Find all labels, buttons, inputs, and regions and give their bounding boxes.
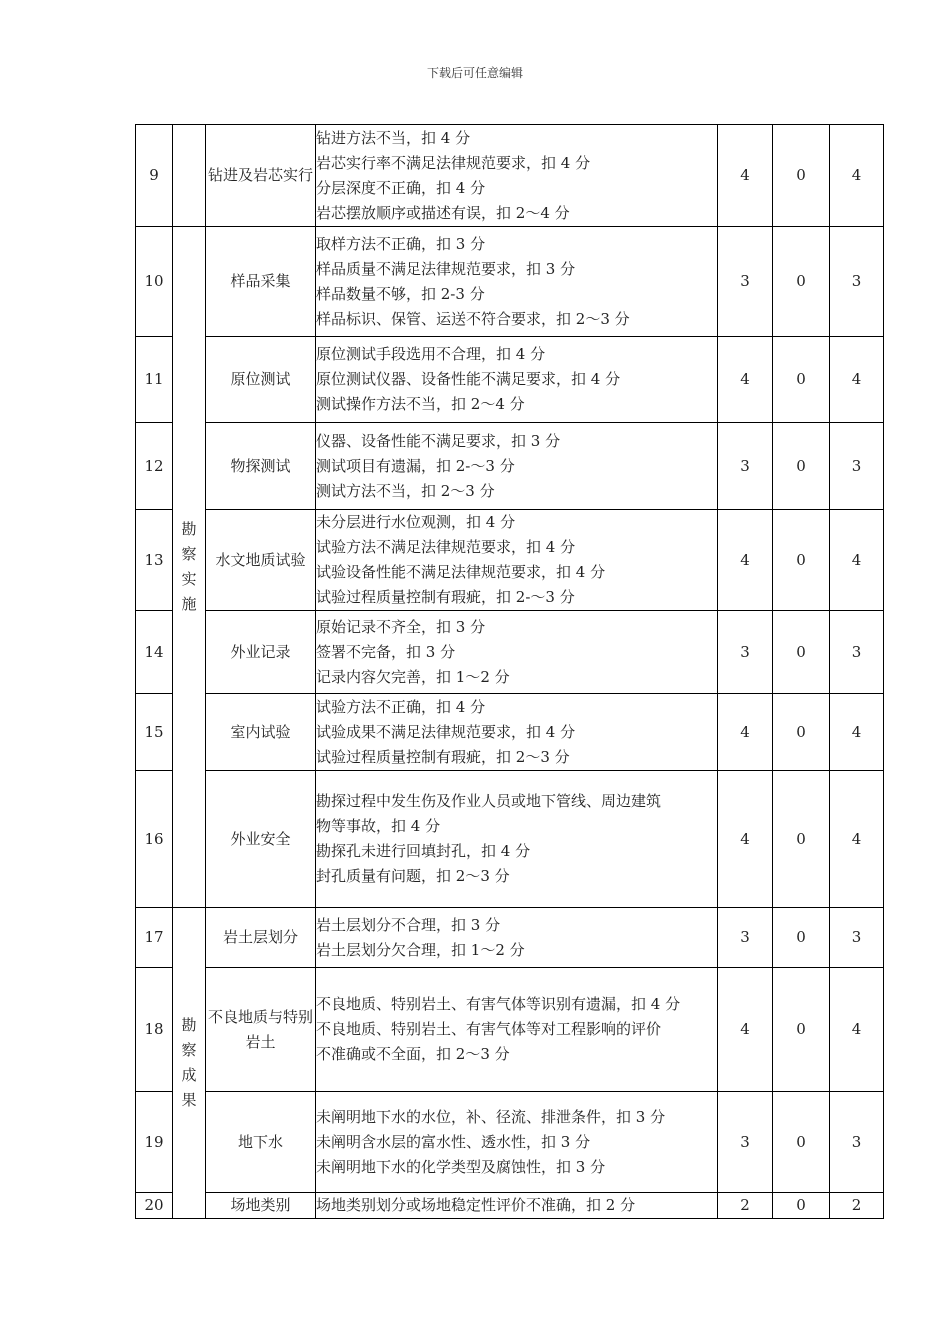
criteria-cell: [316, 1193, 718, 1219]
score-cell: 3: [830, 908, 884, 968]
table-row: [136, 1092, 884, 1193]
row-number: 17: [136, 908, 173, 968]
row-number: 19: [136, 1092, 173, 1193]
criteria-line: 原位测试手段选用不合理，扣 4 分: [316, 345, 546, 363]
score-cell: 0: [773, 908, 830, 968]
score-cell: 0: [773, 423, 830, 510]
table-row: [136, 423, 884, 510]
item-name: 场地类别: [206, 1193, 316, 1219]
criteria-line: 岩土层划分不合理，扣 3 分: [316, 915, 501, 934]
criteria-line: 岩土层划分欠合理，扣 1～2 分: [316, 940, 525, 959]
criteria-line: 试验设备性能不满足法律规范要求，扣 4 分: [316, 563, 606, 581]
criteria-line: 物等事故，扣 4 分: [316, 817, 441, 835]
criteria-line: 勘探过程中发生伤及作业人员或地下管线、周边建筑: [316, 792, 662, 810]
table-row: [136, 510, 884, 611]
score-cell: 0: [773, 1193, 830, 1219]
category-cell: [173, 227, 206, 908]
row-number: 14: [136, 611, 173, 694]
criteria-line: 测试项目有遗漏，扣 2-～3 分: [316, 456, 515, 475]
criteria-line: 钻进方法不当，扣 4 分: [316, 128, 471, 147]
category-cell: [173, 908, 206, 1219]
score-cell: 4: [830, 510, 884, 611]
item-name: 物探测试: [206, 423, 316, 510]
criteria-line: 样品质量不满足法律规范要求，扣 3 分: [316, 259, 576, 278]
item-name: 室内试验: [206, 694, 316, 771]
score-cell: 0: [773, 694, 830, 771]
item-name: 样品采集: [206, 227, 316, 337]
score-cell: 3: [718, 227, 773, 337]
score-cell: 4: [718, 125, 773, 227]
score-cell: 2: [830, 1193, 884, 1219]
score-cell: 0: [773, 125, 830, 227]
row-number: 10: [136, 227, 173, 337]
criteria-line: 不良地质、特别岩土、有害气体等识别有遗漏，扣 4 分: [316, 995, 681, 1013]
criteria-line: 样品标识、保管、运送不符合要求，扣 2～3 分: [316, 309, 630, 328]
row-number: 13: [136, 510, 173, 611]
table-row: [136, 227, 884, 337]
row-number: 16: [136, 771, 173, 908]
score-cell: 3: [718, 908, 773, 968]
criteria-line: 记录内容欠完善，扣 1～2 分: [316, 667, 510, 686]
score-cell: 4: [718, 510, 773, 611]
score-cell: 3: [718, 1092, 773, 1193]
table-row: [136, 1193, 884, 1219]
evaluation-table: [135, 124, 884, 1219]
criteria-line: 不良地质、特别岩土、有害气体等对工程影响的评价: [316, 1020, 662, 1038]
score-cell: 4: [830, 968, 884, 1092]
criteria-cell: [316, 510, 718, 611]
criteria-cell: [316, 337, 718, 423]
item-name: 外业记录: [206, 611, 316, 694]
score-cell: 3: [830, 227, 884, 337]
criteria-line: 场地类别划分或场地稳定性评价不准确，扣 2 分: [316, 1196, 636, 1214]
criteria-line: 未阐明地下水的水位，补、径流、排泄条件，扣 3 分: [316, 1107, 666, 1126]
score-cell: 4: [718, 337, 773, 423]
score-cell: 4: [830, 694, 884, 771]
score-cell: 3: [830, 423, 884, 510]
criteria-cell: [316, 227, 718, 337]
score-cell: 0: [773, 227, 830, 337]
table-row: [136, 908, 884, 968]
score-cell: 4: [830, 125, 884, 227]
item-name: 不良地质与特别岩土: [206, 968, 316, 1092]
score-cell: 0: [773, 968, 830, 1092]
table-row: [136, 771, 884, 908]
criteria-line: 测试方法不当，扣 2～3 分: [316, 481, 495, 500]
category-label: 勘察实施: [181, 520, 197, 613]
score-cell: 0: [773, 611, 830, 694]
criteria-cell: [316, 611, 718, 694]
score-cell: 4: [718, 771, 773, 908]
page-header: 下载后可任意编辑: [426, 66, 523, 80]
item-name: 水文地质试验: [206, 510, 316, 611]
item-name: 地下水: [206, 1092, 316, 1193]
row-number: 9: [136, 125, 173, 227]
criteria-line: 未阐明地下水的化学类型及腐蚀性，扣 3 分: [316, 1157, 606, 1176]
criteria-line: 未阐明含水层的富水性、透水性，扣 3 分: [316, 1132, 591, 1151]
criteria-line: 试验方法不正确，扣 4 分: [316, 697, 486, 716]
score-cell: 0: [773, 337, 830, 423]
score-cell: 4: [830, 771, 884, 908]
item-name: 外业安全: [206, 771, 316, 908]
score-cell: 3: [718, 423, 773, 510]
score-cell: 4: [718, 968, 773, 1092]
score-cell: 3: [830, 1092, 884, 1193]
table-row: [136, 694, 884, 771]
score-cell: 0: [773, 510, 830, 611]
criteria-cell: [316, 1092, 718, 1193]
criteria-cell: [316, 908, 718, 968]
criteria-line: 仪器、设备性能不满足要求，扣 3 分: [316, 431, 561, 450]
table-row: [136, 337, 884, 423]
criteria-line: 取样方法不正确，扣 3 分: [316, 234, 486, 253]
category-cell: [173, 125, 206, 227]
item-name: 原位测试: [206, 337, 316, 423]
criteria-line: 岩芯实行率不满足法律规范要求，扣 4 分: [316, 153, 591, 172]
criteria-cell: [316, 694, 718, 771]
criteria-line: 测试操作方法不当，扣 2～4 分: [316, 395, 525, 413]
table-row: [136, 125, 884, 227]
criteria-line: 不准确或不全面，扣 2～3 分: [316, 1045, 510, 1063]
criteria-line: 试验过程质量控制有瑕疵，扣 2-～3 分: [316, 588, 575, 606]
score-cell: 0: [773, 771, 830, 908]
criteria-line: 试验过程质量控制有瑕疵，扣 2～3 分: [316, 747, 570, 766]
score-cell: 3: [830, 611, 884, 694]
category-label: 勘察成果: [181, 1016, 197, 1109]
table-row: [136, 611, 884, 694]
criteria-line: 封孔质量有问题，扣 2～3 分: [316, 867, 510, 885]
score-cell: 2: [718, 1193, 773, 1219]
row-number: 20: [136, 1193, 173, 1219]
row-number: 11: [136, 337, 173, 423]
table-row: [136, 968, 884, 1092]
criteria-cell: [316, 423, 718, 510]
item-name: 岩土层划分: [206, 908, 316, 968]
criteria-cell: [316, 125, 718, 227]
criteria-line: 试验成果不满足法律规范要求，扣 4 分: [316, 722, 576, 741]
criteria-line: 样品数量不够，扣 2-3 分: [316, 284, 485, 303]
criteria-cell: [316, 771, 718, 908]
row-number: 15: [136, 694, 173, 771]
criteria-line: 原位测试仪器、设备性能不满足要求，扣 4 分: [316, 370, 621, 388]
criteria-line: 签署不完备，扣 3 分: [316, 642, 456, 661]
criteria-line: 分层深度不正确，扣 4 分: [316, 178, 486, 197]
criteria-line: 试验方法不满足法律规范要求，扣 4 分: [316, 538, 576, 556]
criteria-cell: [316, 968, 718, 1092]
row-number: 18: [136, 968, 173, 1092]
criteria-line: 勘探孔未进行回填封孔，扣 4 分: [316, 842, 531, 860]
score-cell: 3: [718, 611, 773, 694]
item-name: 钻进及岩芯实行: [206, 125, 316, 227]
row-number: 12: [136, 423, 173, 510]
criteria-line: 岩芯摆放顺序或描述有误，扣 2～4 分: [316, 203, 570, 222]
criteria-line: 未分层进行水位观测，扣 4 分: [316, 513, 516, 531]
score-cell: 4: [830, 337, 884, 423]
score-cell: 4: [718, 694, 773, 771]
criteria-line: 原始记录不齐全，扣 3 分: [316, 617, 486, 636]
score-cell: 0: [773, 1092, 830, 1193]
